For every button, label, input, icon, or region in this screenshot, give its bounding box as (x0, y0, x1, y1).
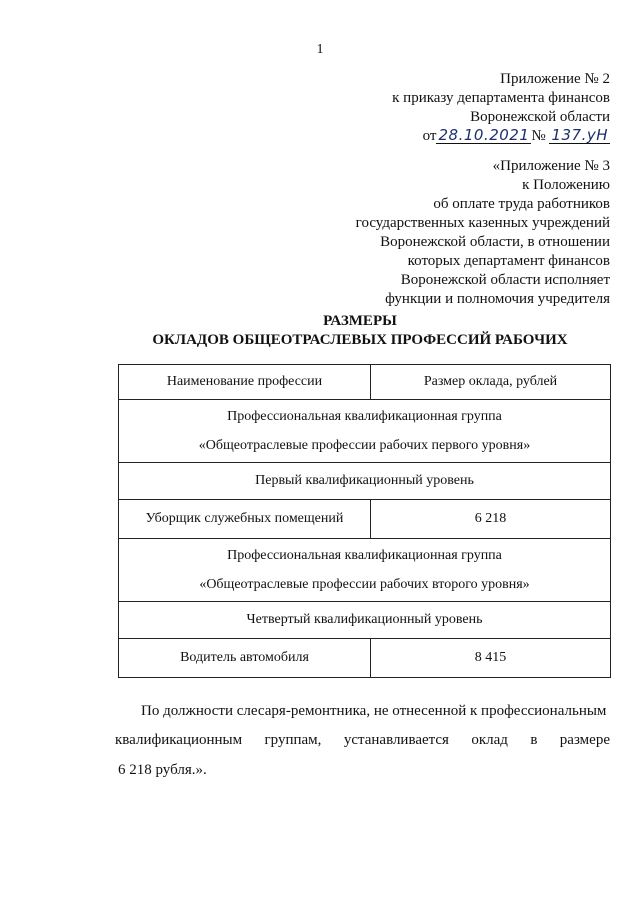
title-line-1: РАЗМЕРЫ (323, 313, 397, 329)
salary-table (118, 364, 611, 678)
quoted-appendix-line: государственных казенных учреждений (355, 215, 610, 231)
group-2-line-1: Профессиональная квалификационная группа (227, 548, 502, 563)
group-cell-1 (119, 400, 611, 463)
column-header-salary: Размер оклада, рублей (371, 365, 611, 400)
title-line-2: ОКЛАДОВ ОБЩЕОТРАСЛЕВЫХ ПРОФЕССИЙ РАБОЧИХ (152, 332, 568, 348)
quoted-appendix-line: Воронежской области, в отношении (380, 234, 610, 250)
appendix-date-number-line (392, 127, 610, 146)
page-number: 1 (316, 42, 324, 57)
group-1-line-1: Профессиональная квалификационная группа (227, 409, 502, 424)
level-row-1 (119, 463, 611, 500)
handwritten-date: 28.10.2021 (438, 126, 530, 144)
document-title (0, 312, 640, 350)
appendix-line-3: Воронежской области (470, 109, 610, 125)
note-word: размере (559, 732, 610, 748)
quoted-appendix-line: об оплате труда работников (433, 196, 610, 212)
note-word: устанавливается (343, 732, 449, 748)
quoted-appendix-line: функции и полномочия учредителя (385, 291, 610, 307)
table-header-row (119, 365, 611, 400)
handwritten-number: 137.уН (551, 126, 608, 144)
table-row (119, 500, 611, 539)
number-prefix: № (531, 128, 546, 144)
table-row (119, 639, 611, 678)
quoted-appendix-line: «Приложение № 3 (492, 158, 610, 174)
appendix-header (392, 70, 610, 146)
note-word: группам, (264, 732, 322, 748)
quoted-appendix-header (356, 157, 610, 309)
column-header-profession: Наименование профессии (119, 365, 371, 400)
group-row-2 (119, 539, 611, 602)
profession-name-cell: Водитель автомобиля (119, 639, 371, 678)
salary-value-cell: 8 415 (371, 639, 611, 678)
note-paragraph-line-3: 6 218 рубля.». (118, 762, 207, 778)
salary-value-cell: 6 218 (371, 500, 611, 539)
note-word: оклад (471, 732, 508, 748)
level-2-cell: Четвертый квалификационный уровень (119, 602, 611, 639)
quoted-appendix-line: Воронежской области исполняет (400, 272, 610, 288)
group-row-1 (119, 400, 611, 463)
level-1-cell: Первый квалификационный уровень (119, 463, 611, 500)
group-cell-2 (119, 539, 611, 602)
note-word: в (530, 732, 538, 748)
appendix-line-1: Приложение № 2 (500, 71, 610, 87)
note-word: квалификационным (115, 732, 243, 748)
note-paragraph-line-1: По должности слесаря-ремонтника, не отнесенной к профессиональным (141, 703, 607, 719)
level-row-2 (119, 602, 611, 639)
date-prefix: от (422, 128, 437, 144)
quoted-appendix-line: к Положению (522, 177, 610, 193)
group-2-line-2: «Общеотраслевые профессии рабочих второго уровня» (199, 577, 530, 592)
group-1-line-2: «Общеотраслевые профессии рабочих первого уровня» (198, 438, 531, 453)
note-paragraph-line-2 (115, 732, 610, 749)
quoted-appendix-line: которых департамент финансов (407, 253, 610, 269)
profession-name-cell: Уборщик служебных помещений (119, 500, 371, 539)
appendix-line-2: к приказу департамента финансов (392, 90, 610, 106)
